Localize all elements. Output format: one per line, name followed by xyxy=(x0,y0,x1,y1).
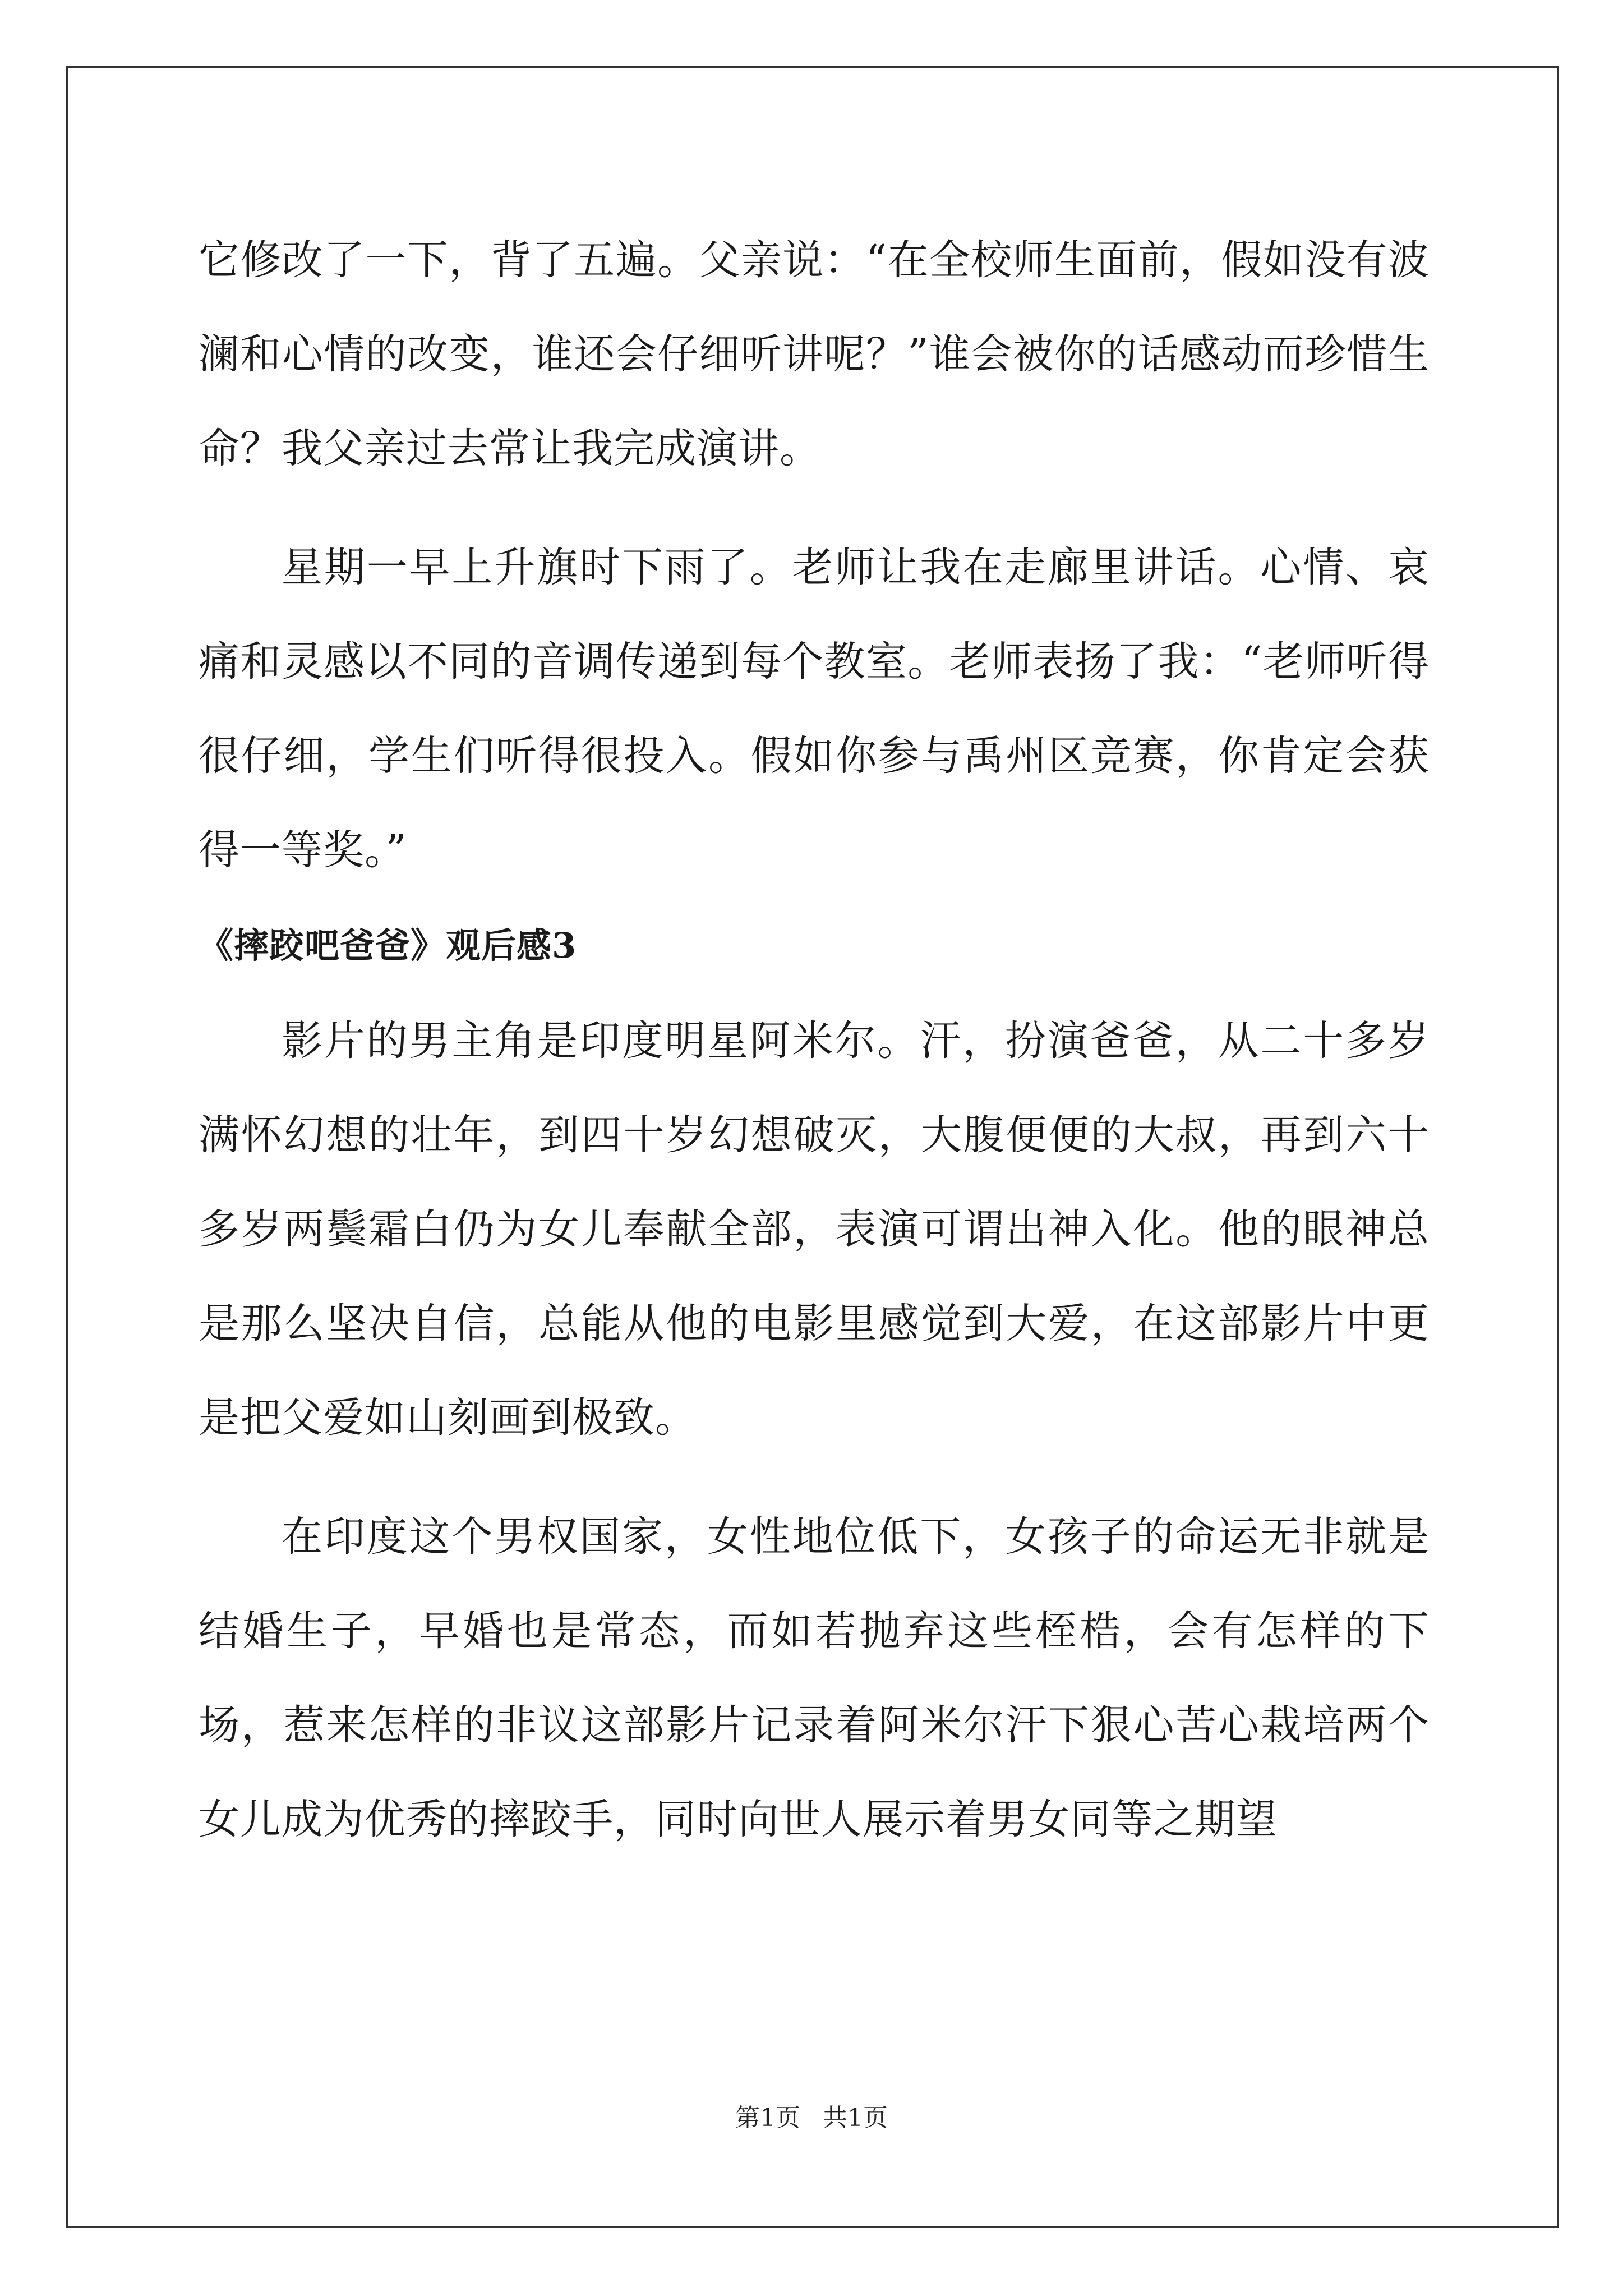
page-footer xyxy=(0,2101,1623,2135)
paragraph-continuation: 它修改了一下，背了五遍。父亲说：“在全校师生面前，假如没有波澜和心情的改变，谁还会仔细听讲呢？”谁会被你的话感动而珍惜生命？我父亲过去常让我完成演讲。 xyxy=(199,236,1430,472)
paragraph-monday-speech: 星期一早上升旗时下雨了。老师让我在走廊里讲话。心情、哀痛和灵感以不同的音调传递到每个教室。老师表扬了我：“老师听得很仔细，学生们听得很投入。假如你参与禹州区竞赛，你肯定会获得一等奖。” xyxy=(199,544,1430,874)
paragraph-lead-actor: 影片的男主角是印度明星阿米尔。汗，扮演爸爸，从二十多岁满怀幻想的壮年，到四十岁幻想破灭，大腹便便的大叔，再到六十多岁两鬓霜白仍为女儿奉献全部，表演可谓出神入化。他的眼神总是那么坚决自信，总能从他的电影里感觉到大爱，在这部影片中更是把父爱如山刻画到极致。 xyxy=(199,1017,1430,1442)
document-body xyxy=(199,213,1430,1867)
paragraph-india-women: 在印度这个男权国家，女性地位低下，女孩子的命运无非就是结婚生子，早婚也是常态，而如若抛弃这些桎梏，会有怎样的下场，惹来怎样的非议这部影片记录着阿米尔汗下狠心苦心栽培两个女儿成为优秀的摔跤手，同时向世人展示着男女同等之期望 xyxy=(199,1513,1430,1843)
page-total: 共1页 xyxy=(823,2104,888,2132)
section-heading: 《摔跤吧爸爸》观后感3 xyxy=(199,925,577,966)
page-number: 第1页 xyxy=(735,2104,800,2132)
